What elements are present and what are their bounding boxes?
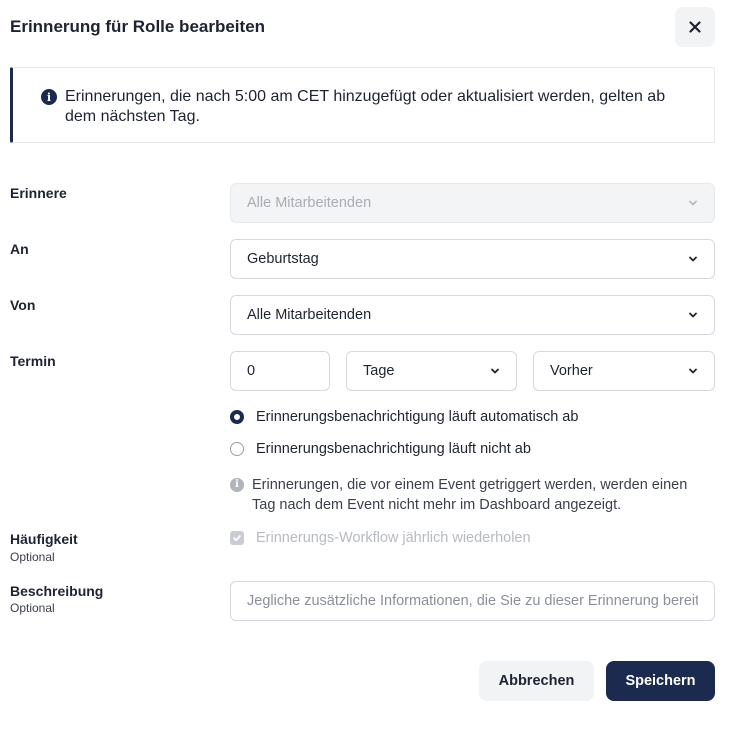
on-select[interactable] [230,239,715,279]
remind-select-value: Alle Mitarbeitenden [247,195,372,211]
radio-never-expires[interactable] [230,441,531,457]
chevron-down-icon [688,198,698,208]
dialog-title: Erinnerung für Rolle bearbeiten [10,17,266,36]
repeat-yearly-checkbox-row [230,530,531,546]
radio-label: Erinnerungsbenachrichtigung läuft automatisch ab [256,409,579,425]
close-button[interactable] [675,7,715,47]
on-label: An [10,241,29,257]
description-optional-label: Optional [10,601,55,615]
from-select-value: Alle Mitarbeitenden [247,307,372,323]
save-button[interactable]: Speichern [606,661,715,701]
checkmark-icon [232,533,242,543]
chevron-down-icon [688,366,698,376]
description-input[interactable] [230,581,715,621]
schedule-hint-text: Erinnerungen, die vor einem Event getriggert werden, werden einen Tag nach dem Event nicht mehr im Dashboard angezeigt. [252,477,688,513]
cancel-button[interactable]: Abbrechen [479,661,594,701]
schedule-direction-select[interactable] [533,351,715,391]
chevron-down-icon [688,254,698,264]
schedule-hint [230,475,710,515]
remind-label: Erinnere [10,185,67,201]
info-banner-text: Erinnerungen, die nach 5:00 am CET hinzugefügt oder aktualisiert werden, gelten ab dem nächsten Tag. [65,88,666,125]
schedule-amount-input[interactable] [230,351,330,391]
on-select-value: Geburtstag [247,251,319,267]
frequency-optional-label: Optional [10,550,55,564]
remind-select [230,183,715,223]
schedule-direction-value: Vorher [550,363,593,379]
description-label: Beschreibung [10,583,104,599]
info-icon: i [230,478,244,492]
schedule-label: Termin [10,353,56,369]
info-icon: i [41,89,57,105]
schedule-unit-value: Tage [363,363,395,379]
from-select[interactable] [230,295,715,335]
frequency-label: Häufigkeit [10,531,78,547]
radio-button-checked[interactable] [230,410,244,424]
radio-button[interactable] [230,442,244,456]
schedule-unit-select[interactable] [346,351,517,391]
chevron-down-icon [490,366,500,376]
radio-expires-automatically[interactable] [230,409,578,425]
repeat-yearly-label: Erinnerungs-Workflow jährlich wiederholen [256,530,531,546]
radio-label: Erinnerungsbenachrichtigung läuft nicht ab [256,441,531,457]
close-icon [689,21,701,33]
chevron-down-icon [688,310,698,320]
from-label: Von [10,297,36,313]
info-banner [10,67,715,143]
repeat-yearly-checkbox [230,531,244,545]
